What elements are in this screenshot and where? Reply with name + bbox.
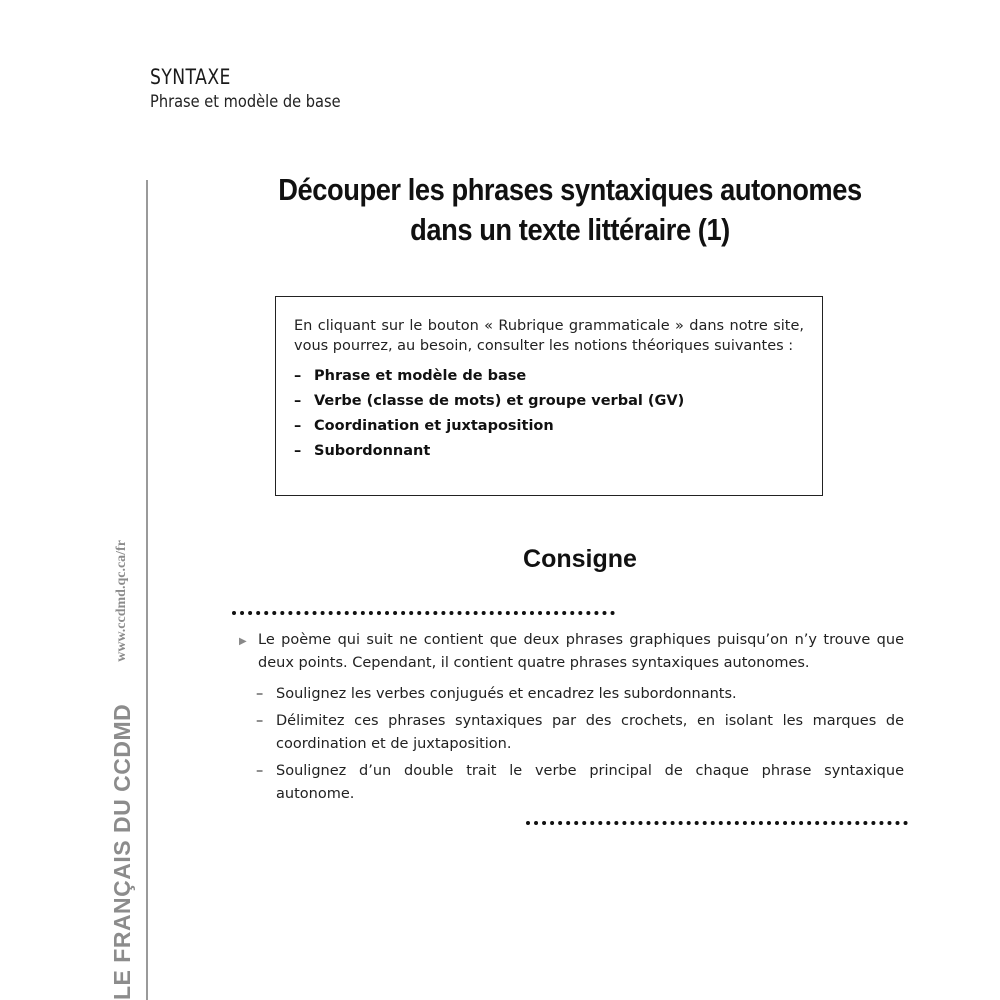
topic-label: Verbe (classe de mots) et groupe verbal (GV) <box>314 393 685 409</box>
topic-label: Subordonnant <box>314 443 431 459</box>
subsection-label: Phrase et modèle de base <box>150 92 341 112</box>
margin-rule <box>146 180 148 1000</box>
topic-item: – Coordination et juxtaposition <box>294 418 554 434</box>
consigne-main-item <box>238 629 904 675</box>
consigne-step: – Soulignez d’un double trait le verbe principal de chaque phrase syntaxique autonome. <box>256 763 904 802</box>
step-text: Soulignez d’un double trait le verbe principal de chaque phrase syntaxique autonome. <box>276 763 904 802</box>
info-intro: En cliquant sur le bouton « Rubrique grammaticale » dans notre site, vous pourrez, au besoin, consulter les notions théoriques suivantes : <box>294 318 804 354</box>
publisher-brand: LE FRANÇAIS DU CCDMD <box>108 703 135 1000</box>
page-header <box>150 63 372 113</box>
consigne-main-text: Le poème qui suit ne contient que deux phrases graphiques puisqu’on n’y trouve que deux points. Cependant, il contient quatre phrases syntaxiques autonomes. <box>258 632 904 671</box>
page-title <box>200 170 940 250</box>
topic-label: Coordination et juxtaposition <box>314 418 554 434</box>
side-banner <box>100 530 144 1000</box>
title-line-2: dans un texte littéraire (1) <box>410 212 730 247</box>
topic-list <box>294 364 804 464</box>
topic-item: – Subordonnant <box>294 443 431 459</box>
consigne-step: – Délimitez ces phrases syntaxiques par des crochets, en isolant les marques de coordination et de juxtaposition. <box>256 713 904 752</box>
topic-item: – Verbe (classe de mots) et groupe verbal (GV) <box>294 393 685 409</box>
publisher-url: www.ccdmd.qc.ca/fr <box>114 540 129 662</box>
step-text: Soulignez les verbes conjugués et encadrez les subordonnants. <box>276 686 737 702</box>
section-label: SYNTAXE <box>150 65 231 89</box>
topic-item: – Phrase et modèle de base <box>294 368 527 384</box>
topic-label: Phrase et modèle de base <box>314 368 527 384</box>
dotted-divider-bottom <box>526 821 908 829</box>
title-line-1: Découper les phrases syntaxiques autonomes <box>278 172 862 207</box>
consigne-body <box>238 629 904 810</box>
info-box <box>275 296 823 496</box>
consigne-step: – Soulignez les verbes conjugués et encadrez les subordonnants. <box>256 686 737 702</box>
dotted-divider-top <box>232 611 615 619</box>
triangle-bullet-icon: ▶ <box>239 636 247 647</box>
consigne-heading: Consigne <box>523 545 637 573</box>
consigne-steps <box>256 683 904 806</box>
step-text: Délimitez ces phrases syntaxiques par des crochets, en isolant les marques de coordination et de juxtaposition. <box>276 713 904 752</box>
